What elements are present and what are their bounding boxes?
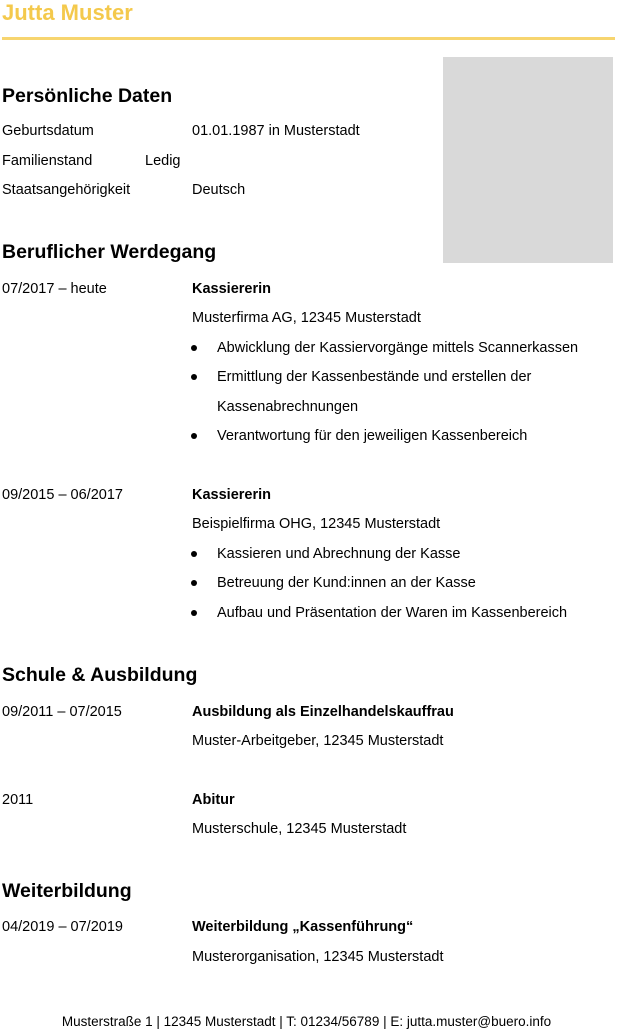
career-task-continued: Kassenabrechnungen [217, 399, 359, 415]
personal-value-marital-status: Ledig [145, 153, 181, 169]
career-job-title: Kassiererin [192, 281, 271, 297]
contact-footer: Musterstraße 1 | 12345 Musterstadt | T: 01234/56789 | E: jutta.muster@buero.info [61, 1014, 552, 1029]
education-title: Abitur [192, 792, 235, 808]
section-heading-personal: Persönliche Daten [2, 85, 173, 107]
career-task: Aufbau und Präsentation der Waren im Kassenbereich [217, 605, 568, 621]
section-heading-education: Schule & Ausbildung [2, 664, 198, 686]
section-heading-career: Beruflicher Werdegang [2, 241, 217, 263]
photo-placeholder [443, 57, 613, 263]
career-employer: Musterfirma AG, 12345 Musterstadt [192, 310, 421, 326]
education-institution: Muster-Arbeitgeber, 12345 Musterstadt [192, 733, 444, 749]
personal-label-nationality: Staatsangehörigkeit [2, 182, 131, 198]
career-period: 09/2015 – 06/2017 [2, 487, 123, 503]
career-task: Ermittlung der Kassenbestände und erstellen der [217, 369, 532, 385]
section-heading-training: Weiterbildung [2, 880, 132, 902]
applicant-name: Jutta Muster [2, 0, 133, 25]
bullet-point [191, 610, 197, 616]
personal-value-nationality: Deutsch [192, 182, 246, 198]
bullet-point [191, 551, 197, 557]
header-divider [2, 37, 615, 40]
career-job-title: Kassiererin [192, 487, 271, 503]
career-task: Verantwortung für den jeweiligen Kassenbereich [217, 428, 528, 444]
bullet-point [191, 374, 197, 380]
personal-label-birthdate: Geburtsdatum [2, 123, 94, 139]
training-title: Weiterbildung „Kassenführung“ [192, 919, 414, 935]
personal-label-marital-status: Familienstand [2, 153, 93, 169]
career-task: Abwicklung der Kassiervorgänge mittels Scannerkassen [217, 340, 579, 356]
training-period: 04/2019 – 07/2019 [2, 919, 123, 935]
bullet-point [191, 345, 197, 351]
bullet-point [191, 580, 197, 586]
career-task: Betreuung der Kund:innen an der Kasse [217, 575, 476, 591]
career-task: Kassieren und Abrechnung der Kasse [217, 546, 461, 562]
bullet-point [191, 433, 197, 439]
career-employer: Beispielfirma OHG, 12345 Musterstadt [192, 516, 441, 532]
career-period: 07/2017 – heute [2, 281, 107, 297]
education-title: Ausbildung als Einzelhandelskauffrau [192, 704, 454, 720]
education-period: 09/2011 – 07/2015 [2, 704, 122, 720]
education-institution: Musterschule, 12345 Musterstadt [192, 821, 407, 837]
personal-value-birthdate: 01.01.1987 in Musterstadt [192, 123, 360, 139]
education-period: 2011 [2, 792, 34, 808]
training-institution: Musterorganisation, 12345 Musterstadt [192, 949, 444, 965]
